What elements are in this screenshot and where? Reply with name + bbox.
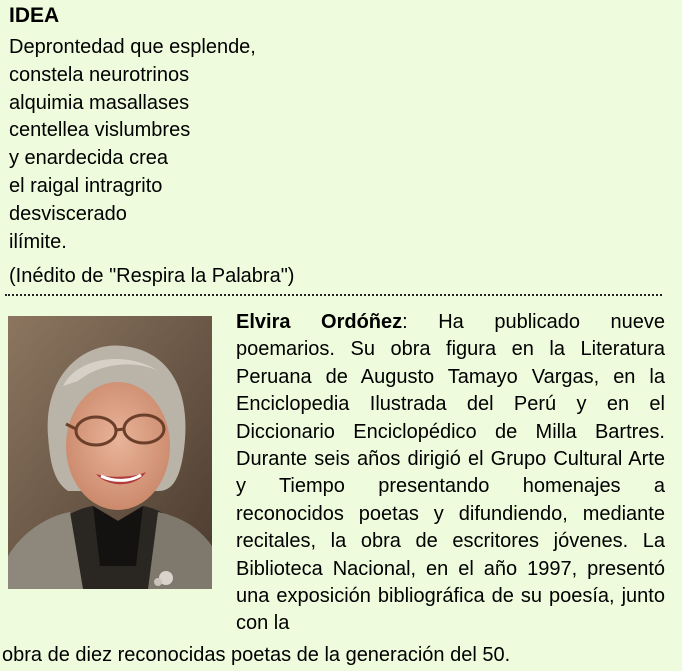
dotted-divider [5, 294, 662, 296]
poem-line: desviscerado [9, 202, 127, 225]
poem-line: ilímite. [9, 230, 67, 253]
poem-line: el raigal intragrito [9, 174, 163, 197]
poem-line: constela neurotrinos [9, 63, 190, 86]
poem-title: IDEA [9, 4, 60, 27]
bio-text-tail: obra de diez reconocidas poetas de la generación del 50. [2, 644, 511, 666]
poem-line: Deprontedad que esplende, [9, 36, 256, 58]
poem-line: y enardecida crea [9, 147, 168, 170]
author-name: Elvira Ordóñez [236, 311, 403, 333]
poem-source: (Inédito de "Respira la Palabra") [9, 265, 295, 287]
author-bio [236, 309, 665, 638]
bio-text: : Ha publicado nueve poemarios. Su obra figura en la Literatura Peruana de Augusto Tamayo Vargas, en la Enciclopedia Ilustrada del Perú y en el Diccionario Enciclopédico de Milla Bartres. Durante seis años dirigió el Grupo Cultural Arte y Tiempo presentando homenajes a reconocidos poetas y difundiendo, mediante recitales, la obra de escritores jóvenes. La Biblioteca Nacional, en el año 1997, presentó una exposición bibliográfica de su poesía, junto con la [236, 311, 665, 635]
author-photo [8, 316, 212, 589]
poem-line: alquimia masallases [9, 91, 190, 114]
poem-line: centellea vislumbres [9, 119, 191, 142]
poem-body [9, 34, 256, 256]
